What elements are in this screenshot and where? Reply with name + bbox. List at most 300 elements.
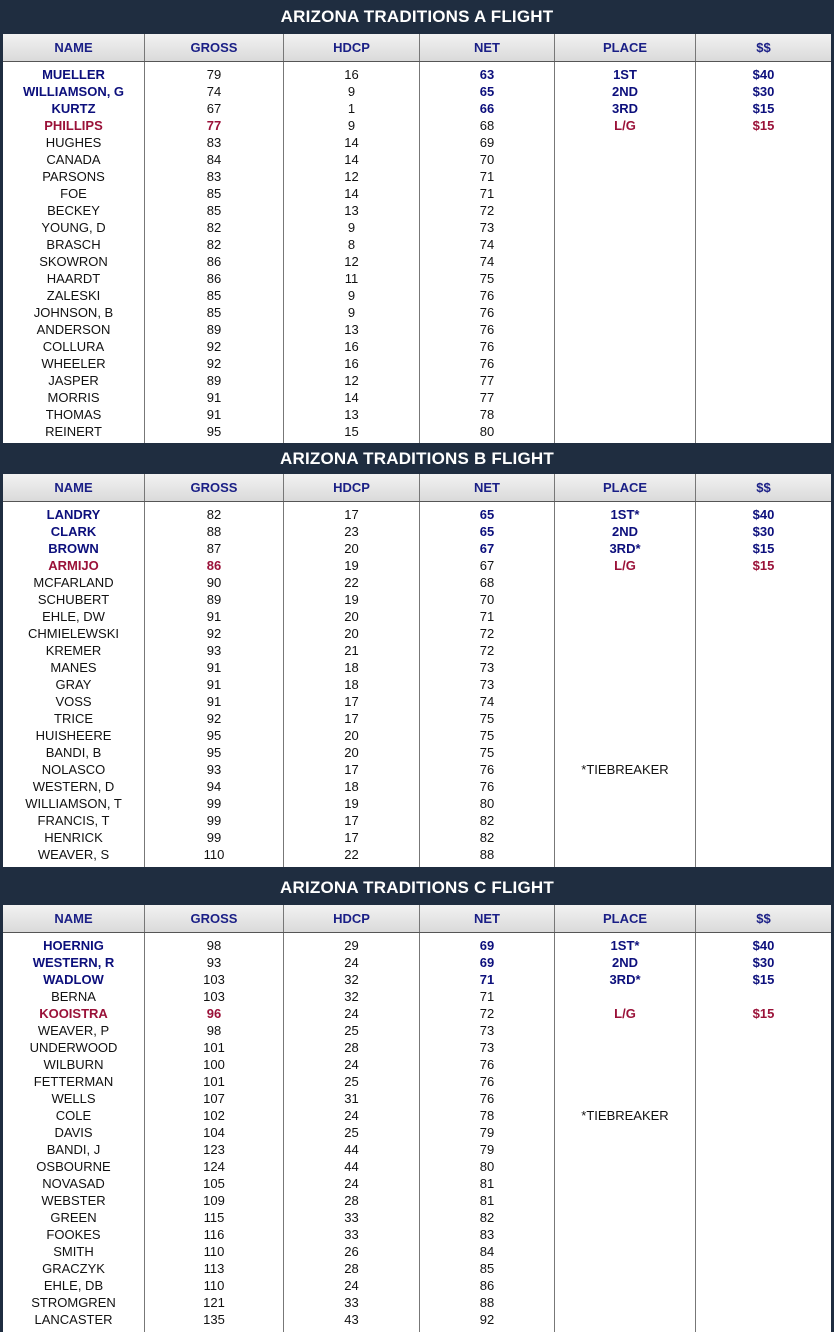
place-cell: L/G — [614, 558, 636, 573]
place-cell: 1ST — [613, 67, 637, 82]
place-cell — [555, 1209, 695, 1226]
prize-cell — [696, 1209, 831, 1226]
prize-cell: $40 — [752, 938, 775, 953]
net-cell: 72 — [479, 643, 495, 658]
place-cell — [555, 608, 695, 625]
place-cell: *TIEBREAKER — [581, 1108, 669, 1123]
gross-cell: 67 — [206, 101, 222, 116]
gross-cell: 91 — [206, 677, 222, 692]
header-name: NAME — [3, 905, 145, 932]
place-cell — [555, 1277, 695, 1294]
prize-cell — [696, 185, 831, 202]
flight-c — [0, 871, 834, 1332]
gross-cell: 87 — [206, 541, 222, 556]
net-cell: 75 — [479, 711, 495, 726]
place-cell — [555, 406, 695, 423]
net-cell: 82 — [479, 1210, 495, 1225]
prize-cell: $30 — [752, 524, 775, 539]
prize-cell — [696, 574, 831, 591]
prize-cell — [696, 727, 831, 744]
name-cell: REINERT — [45, 424, 102, 439]
prize-cell: $15 — [752, 558, 775, 573]
hdcp-cell: 20 — [344, 609, 359, 624]
hdcp-cell: 19 — [344, 592, 359, 607]
place-cell — [555, 338, 695, 355]
net-cell: 68 — [479, 118, 495, 133]
gross-cell: 91 — [206, 390, 222, 405]
prize-cell: $30 — [752, 955, 775, 970]
place-cell: L/G — [614, 1006, 636, 1021]
prize-cell: $15 — [752, 541, 775, 556]
name-cell: SMITH — [53, 1244, 94, 1259]
gross-cell: 91 — [206, 609, 222, 624]
gross-cell: 104 — [203, 1125, 225, 1140]
prize-cell: $40 — [752, 67, 775, 82]
net-cell: 78 — [479, 1108, 495, 1123]
place-cell — [555, 829, 695, 846]
table-body — [3, 62, 831, 443]
gross-cell: 101 — [203, 1074, 225, 1089]
net-cell: 76 — [479, 322, 495, 337]
name-cell: BANDI, B — [45, 745, 102, 760]
name-cell: WILBURN — [43, 1057, 104, 1072]
prize-cell — [696, 1022, 831, 1039]
net-cell: 65 — [479, 524, 495, 539]
place-cell — [555, 423, 695, 440]
name-cell: GRACZYK — [42, 1261, 105, 1276]
prize-cell — [696, 1073, 831, 1090]
gross-cell: 88 — [206, 524, 222, 539]
name-cell: HENRICK — [44, 830, 103, 845]
gross-cell: 86 — [206, 271, 222, 286]
gross-column — [145, 62, 284, 443]
net-cell: 81 — [479, 1193, 495, 1208]
place-cell — [555, 778, 695, 795]
hdcp-cell: 17 — [344, 694, 359, 709]
name-cell: ZALESKI — [46, 288, 101, 303]
gross-cell: 89 — [206, 373, 222, 388]
prize-cell — [696, 710, 831, 727]
name-cell: PHILLIPS — [44, 118, 103, 133]
gross-cell: 82 — [206, 220, 222, 235]
net-cell: 77 — [479, 390, 495, 405]
net-cell: 69 — [479, 135, 495, 150]
prize-cell — [696, 1107, 831, 1124]
net-cell: 65 — [479, 84, 495, 99]
table-body — [3, 933, 831, 1332]
place-cell — [555, 236, 695, 253]
place-cell — [555, 372, 695, 389]
prize-cell — [696, 988, 831, 1005]
net-cell: 85 — [479, 1261, 495, 1276]
place-cell — [555, 812, 695, 829]
name-cell: FOE — [60, 186, 87, 201]
hdcp-cell: 14 — [344, 186, 359, 201]
net-cell: 70 — [479, 152, 495, 167]
net-cell: 73 — [479, 660, 495, 675]
prize-cell — [696, 1277, 831, 1294]
hdcp-cell: 20 — [344, 626, 359, 641]
prize-cell — [696, 423, 831, 440]
hdcp-cell: 12 — [344, 254, 359, 269]
name-cell: CLARK — [50, 524, 97, 539]
place-cell — [555, 1141, 695, 1158]
gross-cell: 101 — [203, 1040, 225, 1055]
prize-cell — [696, 676, 831, 693]
hdcp-cell: 33 — [344, 1210, 359, 1225]
place-cell — [555, 1260, 695, 1277]
name-cell: DAVIS — [54, 1125, 93, 1140]
hdcp-cell: 25 — [344, 1023, 359, 1038]
gross-cell: 109 — [203, 1193, 225, 1208]
hdcp-cell: 44 — [344, 1159, 359, 1174]
header-place: PLACE — [555, 474, 696, 501]
net-cell: 92 — [479, 1312, 495, 1327]
gross-cell: 91 — [206, 694, 222, 709]
place-cell: 2ND — [611, 84, 638, 99]
net-cell: 76 — [479, 356, 495, 371]
prize-cell — [696, 591, 831, 608]
prize-cell — [696, 372, 831, 389]
prize-cell — [696, 219, 831, 236]
name-cell: KOOISTRA — [39, 1006, 108, 1021]
place-cell — [555, 202, 695, 219]
prize-cell — [696, 1226, 831, 1243]
table-header — [3, 474, 831, 502]
name-cell: KREMER — [45, 643, 102, 658]
net-cell: 68 — [479, 575, 495, 590]
name-cell: PARSONS — [42, 169, 105, 184]
name-cell: HOERNIG — [43, 938, 104, 953]
gross-cell: 98 — [206, 938, 222, 953]
hdcp-cell: 22 — [344, 575, 359, 590]
net-cell: 82 — [479, 830, 495, 845]
net-cell: 69 — [479, 938, 495, 953]
gross-cell: 95 — [206, 745, 222, 760]
gross-cell: 85 — [206, 305, 222, 320]
prize-cell: $15 — [752, 101, 775, 116]
name-cell: UNDERWOOD — [29, 1040, 118, 1055]
place-cell — [555, 846, 695, 863]
prize-cell — [696, 642, 831, 659]
prize-cell — [696, 287, 831, 304]
prize-cell — [696, 608, 831, 625]
name-cell: WILLIAMSON, T — [25, 796, 122, 811]
gross-cell: 77 — [206, 118, 222, 133]
net-cell: 76 — [479, 288, 495, 303]
hdcp-cell: 23 — [344, 524, 359, 539]
net-cell: 80 — [479, 796, 495, 811]
net-cell: 88 — [479, 847, 495, 862]
hdcp-cell: 13 — [344, 407, 359, 422]
net-cell: 65 — [479, 507, 495, 522]
gross-cell: 92 — [206, 711, 222, 726]
net-cell: 83 — [479, 1227, 495, 1242]
net-cell: 73 — [479, 1023, 495, 1038]
place-cell — [555, 134, 695, 151]
name-cell: GREEN — [50, 1210, 97, 1225]
net-cell: 75 — [479, 271, 495, 286]
hdcp-cell: 16 — [344, 356, 359, 371]
name-cell: FOOKES — [46, 1227, 101, 1242]
name-cell: HUGHES — [45, 135, 102, 150]
gross-cell: 100 — [203, 1057, 225, 1072]
hdcp-cell: 28 — [344, 1261, 359, 1276]
gross-cell: 93 — [206, 643, 222, 658]
net-cell: 72 — [479, 626, 495, 641]
place-cell: 3RD* — [609, 972, 641, 987]
hdcp-cell: 17 — [344, 762, 359, 777]
gross-cell: 95 — [206, 728, 222, 743]
place-cell — [555, 642, 695, 659]
name-cell: WESTERN, D — [32, 779, 115, 794]
name-column — [3, 933, 145, 1332]
name-cell: FETTERMAN — [33, 1074, 114, 1089]
header-prize: $$ — [756, 40, 771, 55]
place-cell — [555, 744, 695, 761]
hdcp-cell: 18 — [344, 779, 359, 794]
place-cell — [555, 727, 695, 744]
name-cell: YOUNG, D — [41, 220, 106, 235]
prize-cell — [696, 659, 831, 676]
name-cell: EHLE, DB — [43, 1278, 104, 1293]
place-cell — [555, 1124, 695, 1141]
hdcp-cell: 13 — [344, 203, 359, 218]
name-cell: BANDI, J — [46, 1142, 101, 1157]
gross-cell: 83 — [206, 169, 222, 184]
net-cell: 78 — [479, 407, 495, 422]
table-header — [3, 905, 831, 933]
place-cell — [555, 1294, 695, 1311]
table-body — [3, 502, 831, 867]
hdcp-cell: 14 — [344, 390, 359, 405]
gross-cell: 89 — [206, 592, 222, 607]
hdcp-cell: 25 — [344, 1125, 359, 1140]
prize-cell — [696, 693, 831, 710]
place-cell: 1ST* — [610, 507, 640, 522]
place-cell — [555, 1311, 695, 1328]
place-cell — [555, 1175, 695, 1192]
name-cell: FRANCIS, T — [37, 813, 110, 828]
gross-cell: 98 — [206, 1023, 222, 1038]
gross-cell: 103 — [203, 989, 225, 1004]
gross-cell: 74 — [206, 84, 222, 99]
hdcp-cell: 43 — [344, 1312, 359, 1327]
hdcp-cell: 20 — [344, 541, 359, 556]
gross-cell: 85 — [206, 186, 222, 201]
gross-column — [145, 502, 284, 867]
net-cell: 82 — [479, 813, 495, 828]
hdcp-cell: 17 — [344, 507, 359, 522]
net-cell: 71 — [479, 609, 495, 624]
place-cell — [555, 151, 695, 168]
name-cell: ANDERSON — [36, 322, 111, 337]
name-cell: COLLURA — [42, 339, 105, 354]
name-cell: STROMGREN — [31, 1295, 116, 1310]
header-prize: $$ — [756, 480, 771, 495]
net-cell: 73 — [479, 220, 495, 235]
hdcp-cell: 9 — [347, 305, 356, 320]
hdcp-cell: 26 — [344, 1244, 359, 1259]
prize-cell — [696, 270, 831, 287]
prize-cell — [696, 389, 831, 406]
gross-cell: 103 — [203, 972, 225, 987]
place-cell — [555, 355, 695, 372]
gross-cell: 96 — [206, 1006, 222, 1021]
header-gross: GROSS — [145, 474, 284, 501]
gross-cell: 93 — [206, 762, 222, 777]
header-gross: GROSS — [145, 905, 284, 932]
results-table — [3, 34, 831, 443]
net-cell: 74 — [479, 237, 495, 252]
place-cell — [555, 1158, 695, 1175]
gross-cell: 93 — [206, 955, 222, 970]
prize-cell — [696, 846, 831, 863]
hdcp-cell: 28 — [344, 1040, 359, 1055]
name-cell: BECKEY — [47, 203, 100, 218]
net-cell: 70 — [479, 592, 495, 607]
name-cell: MANES — [50, 660, 97, 675]
flight-title: ARIZONA TRADITIONS B FLIGHT — [280, 449, 554, 468]
gross-cell: 124 — [203, 1159, 225, 1174]
net-cell: 71 — [479, 169, 495, 184]
prize-cell — [696, 355, 831, 372]
hdcp-cell: 15 — [344, 424, 359, 439]
prize-cell: $15 — [752, 1006, 775, 1021]
place-cell — [555, 988, 695, 1005]
name-cell: MCFARLAND — [33, 575, 114, 590]
name-cell: WESTERN, R — [32, 955, 115, 970]
place-cell: L/G — [614, 118, 636, 133]
prize-cell — [696, 1294, 831, 1311]
hdcp-cell: 13 — [344, 322, 359, 337]
place-cell: 2ND — [611, 955, 638, 970]
name-cell: MUELLER — [42, 67, 105, 82]
header-name: NAME — [3, 34, 145, 61]
net-cell: 74 — [479, 694, 495, 709]
hdcp-cell: 16 — [344, 67, 359, 82]
name-cell: EHLE, DW — [42, 609, 105, 624]
header-prize: $$ — [756, 911, 771, 926]
gross-cell: 85 — [206, 203, 222, 218]
net-cell: 74 — [479, 254, 495, 269]
header-place: PLACE — [555, 34, 696, 61]
place-cell — [555, 389, 695, 406]
prize-cell — [696, 1175, 831, 1192]
place-cell — [555, 321, 695, 338]
hdcp-cell: 22 — [344, 847, 359, 862]
hdcp-column — [284, 62, 420, 443]
hdcp-cell: 20 — [344, 728, 359, 743]
header-hdcp: HDCP — [284, 34, 420, 61]
hdcp-cell: 18 — [344, 660, 359, 675]
net-cell: 67 — [479, 541, 495, 556]
hdcp-cell: 21 — [344, 643, 359, 658]
prize-column — [696, 62, 831, 443]
name-cell: JASPER — [48, 373, 99, 388]
gross-cell: 110 — [203, 847, 225, 862]
net-cell: 86 — [479, 1278, 495, 1293]
gross-cell: 82 — [206, 507, 222, 522]
name-cell: SCHUBERT — [37, 592, 110, 607]
net-cell: 84 — [479, 1244, 495, 1259]
net-column — [420, 933, 555, 1332]
hdcp-cell: 8 — [347, 237, 356, 252]
gross-cell: 95 — [206, 424, 222, 439]
net-cell: 71 — [479, 186, 495, 201]
net-cell: 76 — [479, 779, 495, 794]
net-cell: 71 — [479, 989, 495, 1004]
place-cell — [555, 185, 695, 202]
place-cell — [555, 270, 695, 287]
name-cell: TRICE — [54, 711, 93, 726]
prize-cell — [696, 829, 831, 846]
prize-cell — [696, 1192, 831, 1209]
name-cell: OSBOURNE — [36, 1159, 111, 1174]
net-cell: 76 — [479, 1057, 495, 1072]
net-column — [420, 502, 555, 867]
prize-cell: $40 — [752, 507, 775, 522]
net-cell: 77 — [479, 373, 495, 388]
header-gross: GROSS — [145, 34, 284, 61]
net-cell: 67 — [479, 558, 495, 573]
gross-cell: 107 — [203, 1091, 225, 1106]
net-cell: 75 — [479, 745, 495, 760]
net-cell: 66 — [479, 101, 495, 116]
prize-cell — [696, 761, 831, 778]
name-cell: WADLOW — [43, 972, 104, 987]
name-cell: ARMIJO — [48, 558, 99, 573]
prize-cell — [696, 202, 831, 219]
prize-cell — [696, 168, 831, 185]
hdcp-cell: 24 — [344, 1176, 359, 1191]
hdcp-cell: 33 — [344, 1295, 359, 1310]
gross-cell: 91 — [206, 407, 222, 422]
hdcp-cell: 33 — [344, 1227, 359, 1242]
gross-cell: 110 — [203, 1278, 225, 1293]
place-column — [555, 62, 696, 443]
place-cell — [555, 1090, 695, 1107]
hdcp-cell: 20 — [344, 745, 359, 760]
place-cell — [555, 574, 695, 591]
gross-cell: 135 — [203, 1312, 225, 1327]
prize-cell: $30 — [752, 84, 775, 99]
results-table — [3, 474, 831, 867]
header-hdcp: HDCP — [284, 474, 420, 501]
name-cell: JOHNSON, B — [33, 305, 114, 320]
flight-title: ARIZONA TRADITIONS C FLIGHT — [280, 878, 554, 897]
hdcp-cell: 18 — [344, 677, 359, 692]
place-cell — [555, 219, 695, 236]
gross-cell: 91 — [206, 660, 222, 675]
prize-cell — [696, 1158, 831, 1175]
hdcp-cell: 14 — [344, 135, 359, 150]
name-cell: HAARDT — [46, 271, 101, 286]
place-cell — [555, 659, 695, 676]
hdcp-cell: 28 — [344, 1193, 359, 1208]
name-cell: BRASCH — [46, 237, 101, 252]
hdcp-cell: 24 — [344, 1108, 359, 1123]
place-cell — [555, 710, 695, 727]
gross-cell: 84 — [206, 152, 222, 167]
net-cell: 79 — [479, 1125, 495, 1140]
header-place: PLACE — [555, 905, 696, 932]
gross-cell: 113 — [203, 1261, 225, 1276]
header-hdcp: HDCP — [284, 905, 420, 932]
hdcp-cell: 24 — [344, 1057, 359, 1072]
net-cell: 80 — [479, 424, 495, 439]
gross-cell: 110 — [203, 1244, 225, 1259]
